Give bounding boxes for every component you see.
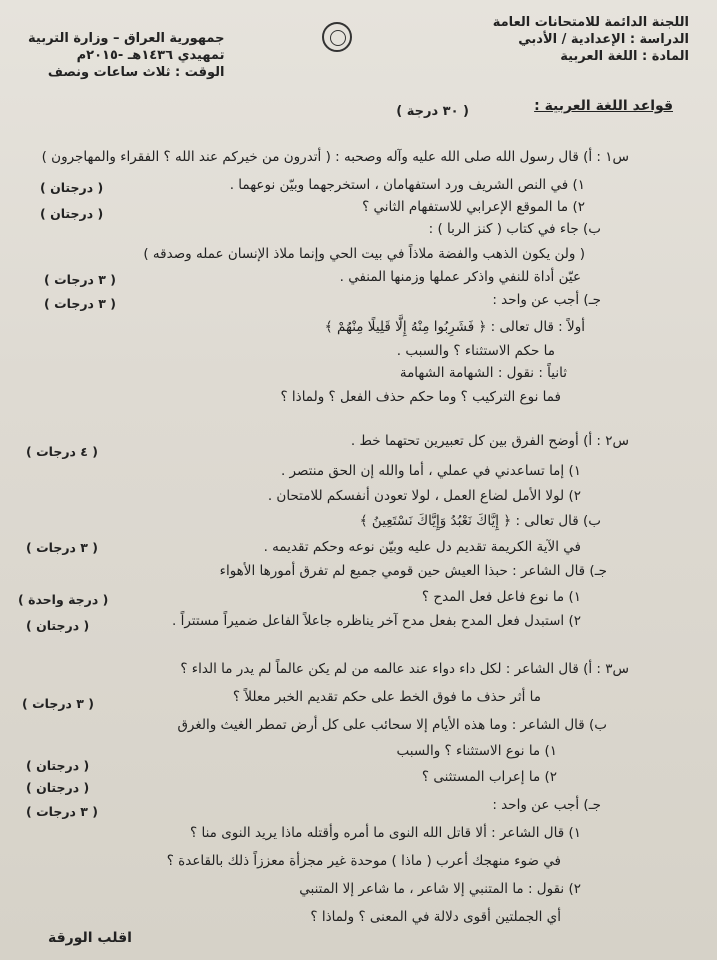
question-line: جـ) أجب عن واحد : bbox=[492, 797, 601, 813]
mark-label: ( درجة واحدة ) bbox=[18, 592, 109, 607]
question-line: ب) جاء في كتاب ( كنز الربا ) : bbox=[428, 221, 601, 237]
ministry-seal-icon bbox=[322, 22, 352, 52]
question-line: ٢) لولا الأمل لضاع العمل ، لولا تعودن أنفسكم للامتحان . bbox=[267, 488, 581, 504]
question-line: فما نوع التركيب ؟ وما حكم حذف الفعل ؟ ولماذا ؟ bbox=[280, 389, 561, 405]
question-line: ١) في النص الشريف ورد استفهامان ، استخرجهما وبيّن نوعهما . bbox=[229, 177, 585, 193]
mark-label: ( ٣ درجات ) bbox=[26, 804, 99, 819]
question-line: ٢) ما إعراب المستثنى ؟ bbox=[421, 769, 557, 785]
mark-label: ( درجتان ) bbox=[26, 780, 90, 795]
mark-label: ( درجتان ) bbox=[40, 180, 104, 195]
question-line: ٢) استبدل فعل المدح بفعل مدح آخر يناظره جاعلاً الفاعل ضميراً مستتراً . bbox=[171, 613, 581, 629]
question-line: ٢) نقول : ما المتنبي إلا شاعر ، ما شاعر إلا المتنبي bbox=[299, 881, 581, 897]
study-level: الدراسة : الإعدادية / الأدبي bbox=[518, 32, 689, 47]
ministry-name: جمهورية العراق – وزارة التربية bbox=[28, 31, 225, 46]
header-left bbox=[28, 30, 225, 81]
subject: المادة : اللغة العربية bbox=[560, 49, 689, 64]
question-line: عيّن أداة للنفي واذكر عملها وزمنها المنفي . bbox=[339, 269, 581, 285]
question-line: جـ) قال الشاعر : حبذا العيش حين قومي جميع لم تفرق أمورها الأهواء bbox=[219, 563, 607, 579]
question-line: س٣ : أ) قال الشاعر : لكل داء دواء عند عالمه من لم يكن عالماً لم يدر ما الداء ؟ bbox=[180, 661, 629, 677]
question-line: أي الجملتين أقوى دلالة في المعنى ؟ ولماذا ؟ bbox=[310, 909, 561, 925]
mark-label: ( درجتان ) bbox=[40, 206, 104, 221]
mark-label: ( ٣ درجات ) bbox=[26, 540, 99, 555]
exam-date: تمهيدي ١٤٣٦هـ -٢٠١٥م bbox=[76, 48, 225, 63]
header-right bbox=[493, 14, 689, 65]
section-title: قواعد اللغة العربية : bbox=[534, 98, 673, 114]
question-line: ب) قال تعالى : ﴿ إِيَّاكَ نَعْبُدُ وَإِيَّاكَ نَسْتَعِينُ ﴾ bbox=[359, 513, 601, 529]
question-line: ٢) ما الموقع الإعرابي للاستفهام الثاني ؟ bbox=[362, 199, 585, 215]
question-line: ( ولن يكون الذهب والفضة ملاذاً في بيت الحي وإنما ملاذ الإنسان عمله وصدقه ) bbox=[143, 246, 585, 262]
mark-label: ( درجتان ) bbox=[26, 618, 90, 633]
question-line: في الآية الكريمة تقديم دل عليه وبيّن نوعه وحكم تقديمه . bbox=[263, 539, 581, 555]
question-line: س١ : أ) قال رسول الله صلى الله عليه وآله وصحبه : ( أتدرون من خيركم عند الله ؟ الفقراء والمهاجرون ) bbox=[41, 149, 629, 165]
question-line: ١) إما تساعدني في عملي ، أما والله إن الحق منتصر . bbox=[280, 463, 581, 479]
question-line: جـ) أجب عن واحد : bbox=[492, 292, 601, 308]
exam-duration: الوقت : ثلاث ساعات ونصف bbox=[47, 65, 225, 80]
question-line: ١) ما نوع فاعل فعل المدح ؟ bbox=[421, 589, 581, 605]
committee-name: اللجنة الدائمة للامتحانات العامة bbox=[492, 15, 689, 30]
section-total: ( ٣٠ درجة ) bbox=[396, 104, 469, 119]
mark-label: ( ٣ درجات ) bbox=[44, 272, 117, 287]
question-line: ثانياً : نقول : الشهامة الشهامة bbox=[399, 365, 567, 381]
question-line: ب) قال الشاعر : وما هذه الأيام إلا سحائب على كل أرض تمطر الغيث والغرق bbox=[177, 717, 607, 733]
question-line: ما حكم الاستثناء ؟ والسبب . bbox=[396, 343, 555, 359]
mark-label: ( درجتان ) bbox=[26, 758, 90, 773]
question-line: ١) ما نوع الاستثناء ؟ والسبب bbox=[396, 743, 557, 759]
question-line: أولاً : قال تعالى : ﴿ فَشَرِبُوا مِنْهُ إِلَّا قَلِيلًا مِنْهُمْ ﴾ bbox=[324, 319, 585, 335]
turn-page-note: اقلب الورقة bbox=[48, 930, 132, 946]
question-line: في ضوء منهجك أعرب ( ماذا ) موحدة غير مجزأة معززاً ذلك بالقاعدة ؟ bbox=[166, 853, 561, 869]
mark-label: ( ٤ درجات ) bbox=[26, 444, 99, 459]
mark-label: ( ٣ درجات ) bbox=[44, 296, 117, 311]
question-line: ما أثر حذف ما فوق الخط على حكم تقديم الخبر معللاً ؟ bbox=[232, 689, 541, 705]
mark-label: ( ٣ درجات ) bbox=[22, 696, 95, 711]
question-line: ١) قال الشاعر : ألا قاتل الله النوى ما أمره وأقتله ماذا يريد النوى منا ؟ bbox=[190, 825, 581, 841]
question-line: س٢ : أ) أوضح الفرق بين كل تعبيرين تحتهما خط . bbox=[350, 433, 629, 449]
